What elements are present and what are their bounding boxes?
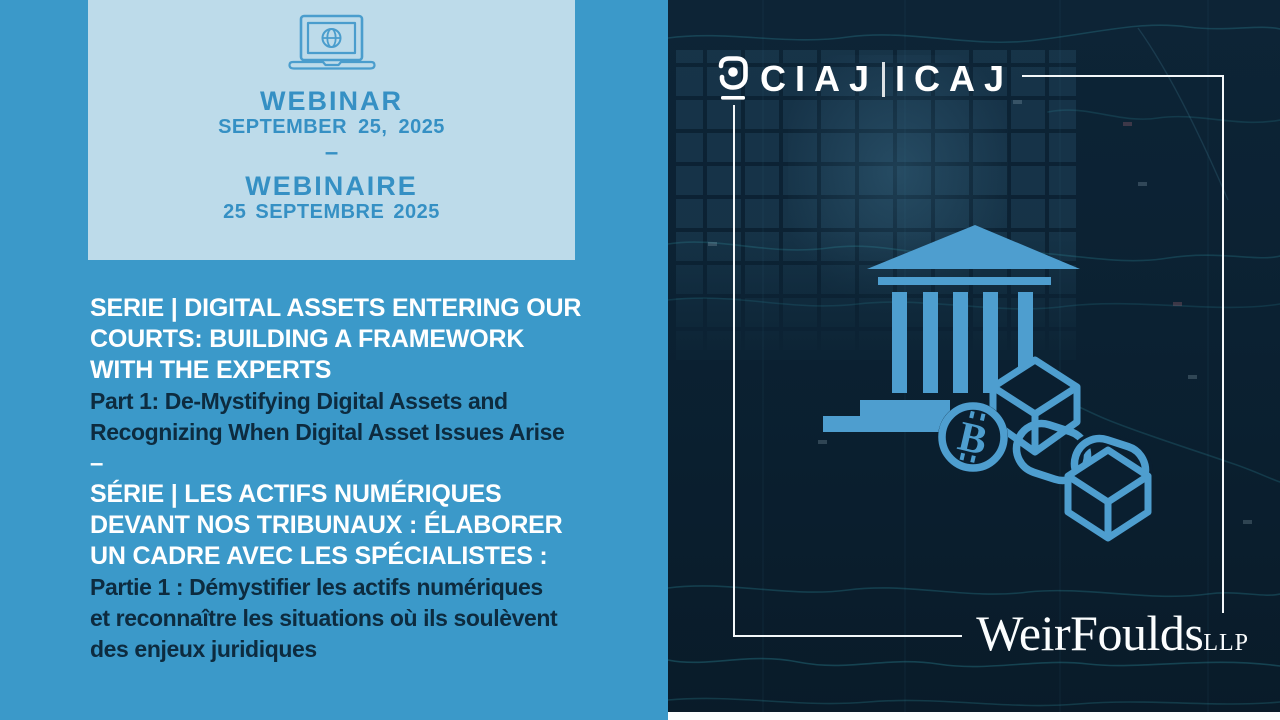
weirfoulds-llp-suffix: LLP [1203,630,1249,656]
ciaj-logo-mark-icon [716,55,750,103]
ciaj-icaj-logo [716,55,1016,103]
en-part-subtitle-line: Part 1: De-Mystifying Digital Assets and [90,388,508,414]
card-dash-separator: – [324,139,339,166]
bitcoin-symbol: B [953,413,992,465]
bitcoin-coin-icon [938,402,1008,472]
icaj-wordmark: ICAJ [895,58,1014,99]
digital-assets-court-illustration [815,215,1155,545]
fr-part-subtitle-line: des enjeux juridiques [90,636,317,662]
webinaire-date: 25 SEPTEMBRE 2025 [223,201,440,223]
frame-line-left [733,105,735,637]
webinaire-label: WEBINAIRE [245,171,418,201]
fr-series-title-line: SÉRIE | LES ACTIFS NUMÉRIQUES [90,480,502,508]
session-description [90,293,610,665]
fr-part-subtitle-line: et reconnaître les situations où ils soulèvent [90,605,558,631]
logo-divider-bar [882,62,885,97]
fr-series-title-line: DEVANT NOS TRIBUNAUX : ÉLABORER [90,511,563,539]
description-dash-separator: – [90,450,104,477]
weirfoulds-logo [976,606,1249,670]
en-series-title-line: SERIE | DIGITAL ASSETS ENTERING OUR [90,294,582,322]
laptop-icon [287,14,377,72]
bottom-white-strip [668,712,1280,720]
webinar-label: WEBINAR [260,86,403,116]
en-series-title-line: WITH THE EXPERTS [90,356,332,384]
frame-line-right [1222,75,1224,613]
webinar-date: SEPTEMBER 25, 2025 [218,116,445,138]
frame-line-bottom [733,635,962,637]
fr-series-title-line: UN CADRE AVEC LES SPÉCIALISTES : [90,542,548,570]
ciaj-wordmark: CIAJ [760,58,879,99]
event-date-card [88,0,575,260]
fr-part-subtitle-line: Partie 1 : Démystifier les actifs numériques [90,574,543,600]
right-panel [668,0,1280,720]
weirfoulds-wordmark: WeirFoulds [976,605,1204,661]
en-part-subtitle-line: Recognizing When Digital Asset Issues Arise [90,419,565,445]
frame-line-top [1022,75,1224,77]
en-series-title-line: COURTS: BUILDING A FRAMEWORK [90,325,525,353]
